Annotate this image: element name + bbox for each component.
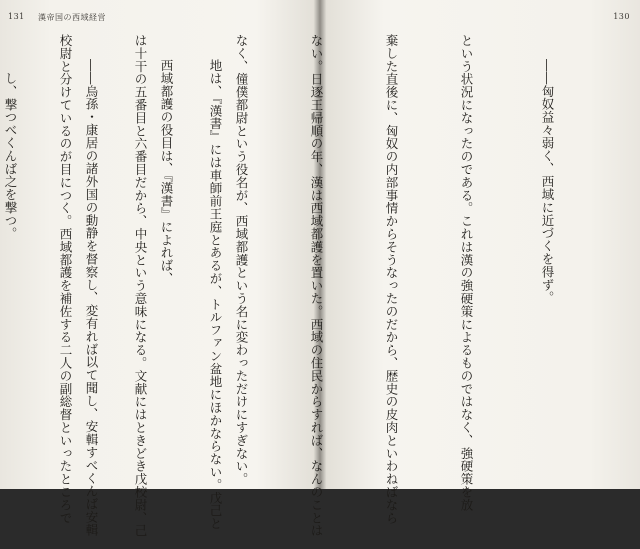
page-number-right: 130 bbox=[613, 12, 630, 21]
text-line: 地は、『漢書』には車師前王庭とあるが、トルファン盆地にほかならない。戊己と bbox=[208, 59, 223, 531]
quotation-line: ――烏孫・康居の諸外国の動静を督察し、変有れば以て聞し、安輯すべくんば安輯 bbox=[84, 59, 99, 537]
text-line: 棄した直後に、匈奴の内部事情からそうなったのだから、歴史の皮肉といわねばなら bbox=[384, 34, 399, 525]
quotation-line: し、撃つべくんば之を撃つ。 bbox=[3, 71, 18, 240]
page-number-left: 131 bbox=[8, 12, 25, 21]
right-page-text bbox=[0, 34, 610, 538]
text-line: は十干の五番目と六番目だから、中央という意味になる。文献にはときどき戊校尉、己 bbox=[133, 34, 148, 538]
text-line: という状況になったのである。これは漢の強硬策によるものではなく、強硬策を放 bbox=[459, 34, 474, 512]
text-line: ない。日逐王帰順の年、漢は西域都護を置いた。西域の住民からすれば、なんのことは bbox=[309, 34, 324, 538]
running-head: 漢帝国の西域経営 bbox=[38, 13, 106, 22]
text-line: 校尉と分けているのが目につく。西域都護を補佐する二人の副総督といったところで bbox=[58, 34, 73, 525]
text-line: 西域都護の役目は、『漢書』によれば、 bbox=[159, 59, 174, 285]
quotation-line: ――匈奴益々弱く、西域に近づくを得ず。 bbox=[540, 59, 555, 305]
text-line: なく、僮僕都尉という役名が、西域都護という名に変わっただけにすぎない。 bbox=[234, 34, 249, 486]
